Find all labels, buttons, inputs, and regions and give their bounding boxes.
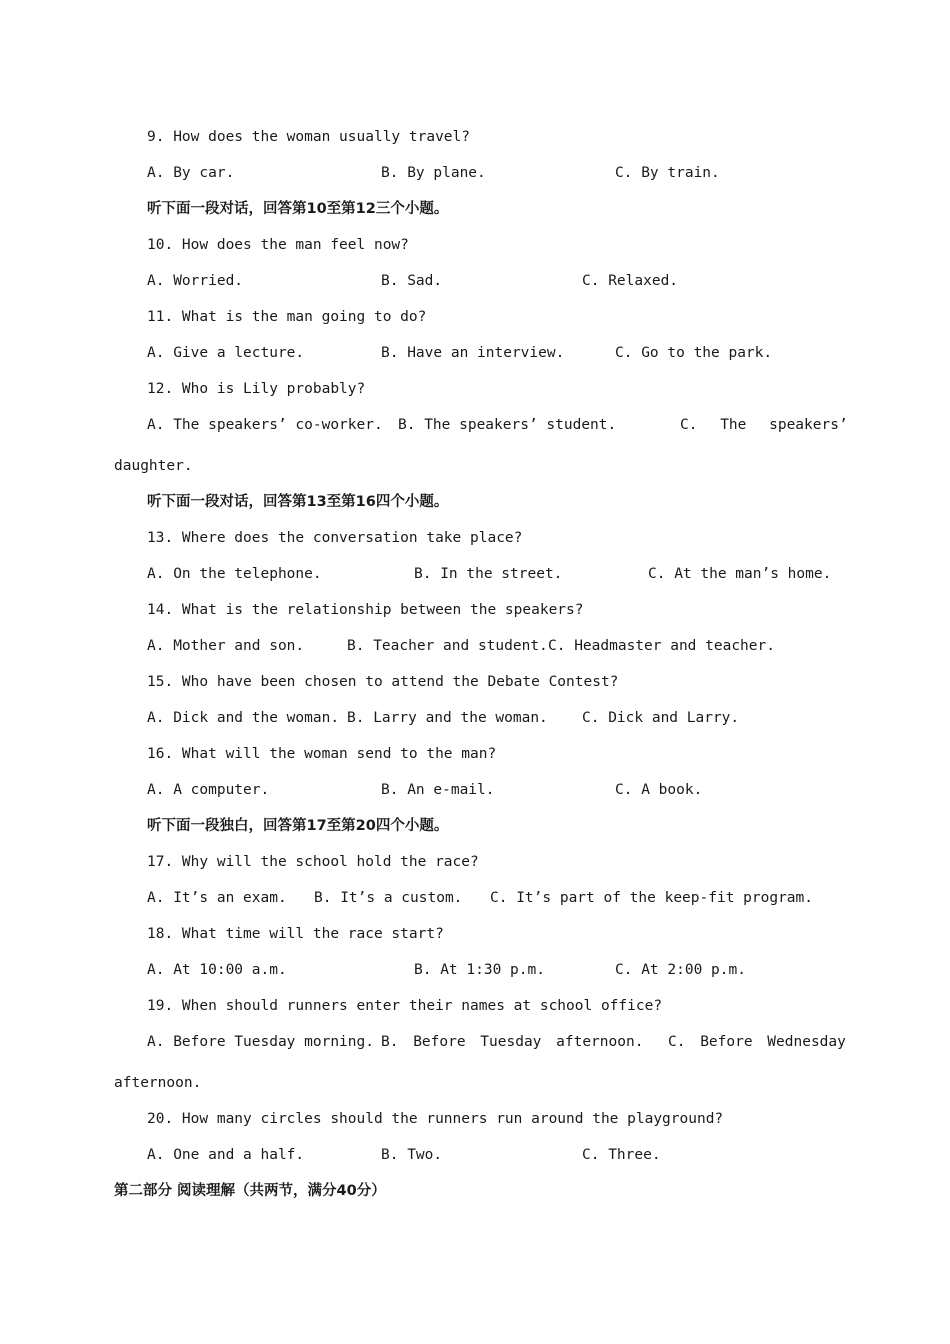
question-16-option-a: A. A computer.: [147, 782, 270, 798]
question-16-option-b: B. An e-mail.: [381, 782, 495, 798]
question-18-stem: 18. What time will the race start?: [147, 926, 444, 942]
question-15-option-b: B. Larry and the woman.: [347, 710, 548, 726]
question-10-option-a: A. Worried.: [147, 273, 244, 289]
question-15-option-c: C. Dick and Larry.: [582, 710, 740, 726]
question-11-option-c: C. Go to the park.: [615, 345, 773, 361]
question-20-option-c: C. Three.: [582, 1147, 661, 1163]
question-10-option-b: B. Sad.: [381, 273, 443, 289]
question-20-option-b: B. Two.: [381, 1147, 443, 1163]
question-10-option-c: C. Relaxed.: [582, 273, 679, 289]
question-10-stem: 10. How does the man feel now?: [147, 237, 409, 253]
question-17-option-b: B. It’s a custom.: [314, 890, 463, 906]
question-9-option-a: A. By car.: [147, 165, 235, 181]
question-9-stem: 9. How does the woman usually travel?: [147, 129, 471, 145]
question-12-option-c: C. The speakers’: [680, 417, 848, 433]
question-14-option-a: A. Mother and son.: [147, 638, 305, 654]
question-12-option-b: B. The speakers’ student.: [398, 417, 617, 433]
question-18-option-b: B. At 1:30 p.m.: [414, 962, 545, 978]
section-heading-10-12: 听下面一段对话，回答第10至第12三个小题。: [147, 201, 449, 217]
question-13-option-c: C. At the man’s home.: [648, 566, 832, 582]
question-11-option-a: A. Give a lecture.: [147, 345, 305, 361]
part-two-heading: 第二部分 阅读理解（共两节，满分40分）: [114, 1183, 386, 1199]
question-17-option-c: C. It’s part of the keep-fit program.: [490, 890, 814, 906]
question-12-option-a: A. The speakers’ co-worker.: [147, 417, 383, 433]
question-19-option-a: A. Before Tuesday morning.: [147, 1034, 374, 1050]
question-16-option-c: C. A book.: [615, 782, 703, 798]
section-heading-13-16: 听下面一段对话，回答第13至第16四个小题。: [147, 494, 449, 510]
question-18-option-a: A. At 10:00 a.m.: [147, 962, 287, 978]
question-14-option-c: C. Headmaster and teacher.: [548, 638, 775, 654]
question-19-option-c-continuation: afternoon.: [114, 1075, 202, 1091]
question-11-option-b: B. Have an interview.: [381, 345, 565, 361]
question-16-stem: 16. What will the woman send to the man?: [147, 746, 497, 762]
question-14-stem: 14. What is the relationship between the speakers?: [147, 602, 584, 618]
question-12-stem: 12. Who is Lily probably?: [147, 381, 366, 397]
question-15-option-a: A. Dick and the woman.: [147, 710, 340, 726]
question-13-option-b: B. In the street.: [414, 566, 563, 582]
question-9-option-c: C. By train.: [615, 165, 720, 181]
question-13-option-a: A. On the telephone.: [147, 566, 322, 582]
question-12-option-c-continuation: daughter.: [114, 458, 193, 474]
question-9-option-b: B. By plane.: [381, 165, 486, 181]
question-19-option-c: C. Before Wednesday: [668, 1034, 846, 1050]
question-20-stem: 20. How many circles should the runners run around the playground?: [147, 1111, 724, 1127]
section-heading-17-20: 听下面一段独白，回答第17至第20四个小题。: [147, 818, 449, 834]
question-13-stem: 13. Where does the conversation take place?: [147, 530, 523, 546]
question-18-option-c: C. At 2:00 p.m.: [615, 962, 746, 978]
question-17-stem: 17. Why will the school hold the race?: [147, 854, 479, 870]
question-15-stem: 15. Who have been chosen to attend the Debate Contest?: [147, 674, 619, 690]
question-14-option-b: B. Teacher and student.: [347, 638, 548, 654]
question-19-option-b: B. Before Tuesday afternoon.: [381, 1034, 644, 1050]
question-17-option-a: A. It’s an exam.: [147, 890, 287, 906]
question-20-option-a: A. One and a half.: [147, 1147, 305, 1163]
question-19-stem: 19. When should runners enter their names at school office?: [147, 998, 663, 1014]
question-11-stem: 11. What is the man going to do?: [147, 309, 427, 325]
